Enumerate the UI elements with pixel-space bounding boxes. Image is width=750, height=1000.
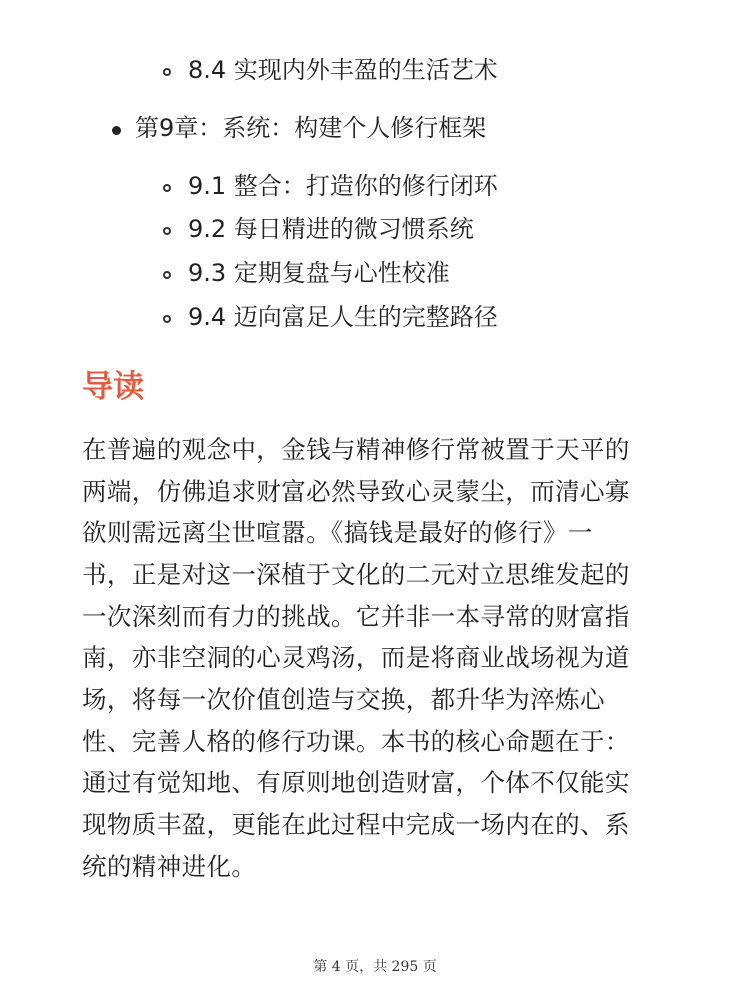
- toc-item: 9.2 每日精进的微习惯系统: [188, 215, 474, 243]
- paragraph-line: 现物质丰盈，更能在此过程中完成一场内在的、系: [82, 810, 630, 839]
- solid-bullet-icon: [112, 126, 121, 135]
- hollow-bullet-icon: [163, 315, 171, 323]
- toc-item: 9.4 迈向富足人生的完整路径: [188, 303, 498, 331]
- paragraph-line: 欲则需远离尘世喧嚣。《搞钱是最好的修行》一: [82, 518, 593, 547]
- paragraph-line: 场，将每一次价值创造与交换，都升华为淬炼心: [82, 685, 605, 714]
- page-number: 第 4 页，共 295 页: [313, 959, 437, 975]
- hollow-bullet-icon: [163, 68, 171, 76]
- hollow-bullet-icon: [163, 271, 171, 279]
- toc-item: 9.3 定期复盘与心性校准: [188, 259, 450, 287]
- paragraph-line: 统的精神进化。: [82, 852, 257, 881]
- paragraph-line: 通过有觉知地、有原则地创造财富，个体不仅能实: [82, 768, 630, 797]
- paragraph-line: 南，亦非空洞的心灵鸡汤，而是将商业战场视为道: [82, 643, 630, 672]
- hollow-bullet-icon: [163, 227, 171, 235]
- hollow-bullet-icon: [163, 184, 171, 192]
- paragraph-line: 性、完善人格的修行功课。本书的核心命题在于：: [82, 727, 630, 756]
- section-title: 导读: [82, 369, 144, 405]
- paragraph-line: 两端，仿佛追求财富必然导致心灵蒙尘，而清心寡: [82, 477, 630, 506]
- paragraph-line: 一次深刻而有力的挑战。它并非一本寻常的财富指: [82, 602, 630, 631]
- toc-item: 8.4 实现内外丰盈的生活艺术: [188, 56, 498, 84]
- paragraph-line: 书，正是对这一深植于文化的二元对立思维发起的: [82, 560, 630, 589]
- paragraph-line: 在普遍的观念中，金钱与精神修行常被置于天平的: [82, 435, 630, 464]
- toc-chapter-item: 第9章：系统：构建个人修行框架: [135, 114, 487, 142]
- toc-item: 9.1 整合：打造你的修行闭环: [188, 172, 498, 200]
